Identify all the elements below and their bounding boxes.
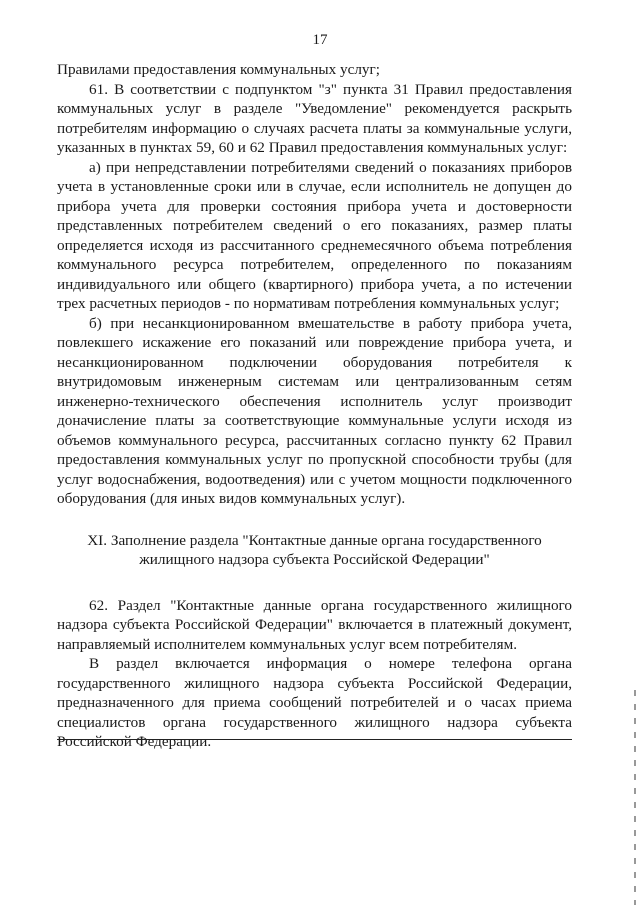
paragraph-61-b: б) при несанкционированном вмешательстве в работу прибора учета, повлекшего искажение его показаний или повреждение прибора учета, и несанкционированном подключении оборудования потребителя к внутридомовым инженерным системам или централизованным сетям инженерно-технического обеспечения исполнитель услуг производит доначисление платы за соответствующие коммунальные услуги исходя из объемов коммунального ресурса, рассчитанных согласно пункту 62 Правил предоставления коммунальных услуг по пропускной способности трубы (для услуг водоснабжения, водоотведения) или с учетом мощности подключенного оборудования (для иных видов коммунальных услуг).	[57, 314, 572, 507]
paragraph-continuation: Правилами предоставления коммунальных услуг;	[57, 61, 380, 78]
page-number: 17	[312, 32, 328, 48]
document-body	[57, 60, 572, 752]
bottom-divider	[57, 739, 572, 740]
paragraph-61-a: а) при непредставлении потребителями сведений о показаниях приборов учета в установленные сроки или в случае, если исполнитель не допущен до прибора учета для проверки состояния прибора учета и достоверности представленных потребителем сведений о его показаниях, размер платы определяется исходя из рассчитанного среднемесячного объема потребления коммунального ресурса потребителем, определенного по показаниям индивидуального или общего (квартирного) прибора учета, а по истечении трех расчетных периодов - по нормативам потребления коммунальных услуг;	[57, 158, 572, 312]
paragraph-61: 61. В соответствии с подпунктом "з" пункта 31 Правил предоставления коммунальных услуг в разделе "Уведомление" рекомендуется раскрыть потребителям информацию о случаях расчета платы за коммунальные услуги, указанных в пунктах 59, 60 и 62 Правил предоставления коммунальных услуг:	[57, 80, 572, 156]
scan-edge-mark	[634, 690, 636, 905]
section-heading: XI. Заполнение раздела "Контактные данные органа государственного жилищного надзора субъекта Российской Федерации"	[87, 531, 542, 568]
paragraph-62: 62. Раздел "Контактные данные органа государственного жилищного надзора субъекта Российской Федерации" включается в платежный документ, направляемый исполнителем коммунальных услуг всем потребителям.	[57, 596, 572, 653]
paragraph-62-contents: В раздел включается информация о номере телефона органа государственного жилищного надзора субъекта Российской Федерации, предназначенного для приема сообщений потребителей и о часах приема специалистов органа государственного жилищного надзора субъекта Российской Федерации.	[57, 655, 572, 750]
